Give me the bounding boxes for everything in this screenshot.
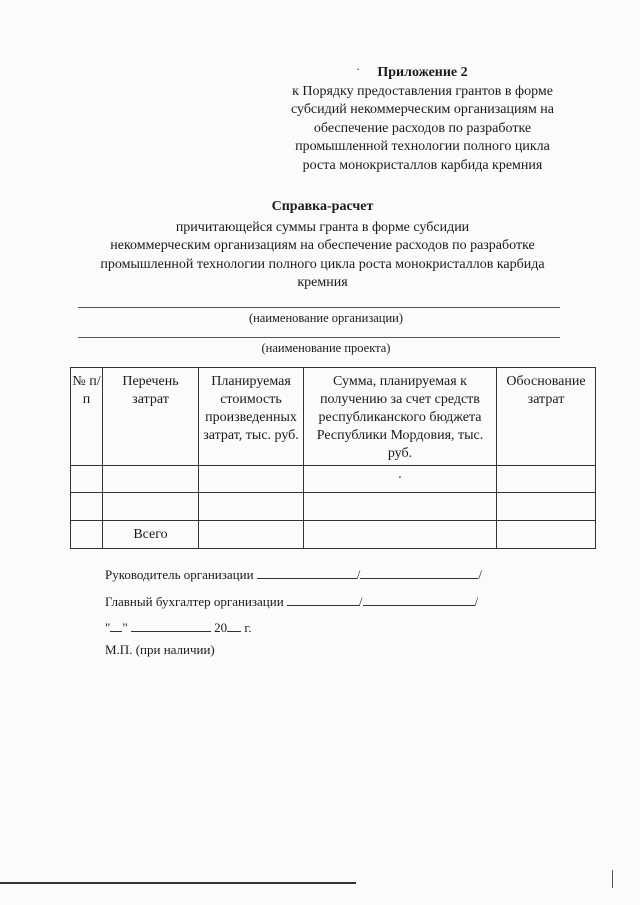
total-label-cell: Всего	[103, 521, 199, 549]
table-cell	[71, 521, 103, 549]
table-cell	[304, 521, 497, 549]
table-row	[71, 466, 596, 493]
header-cell-planned-cost: Планируемая стоимость произведенных затрат, тыс. руб.	[199, 368, 304, 466]
slash: /	[474, 594, 479, 609]
scan-mark	[612, 870, 613, 888]
accountant-signature-blank[interactable]	[287, 593, 359, 606]
table-header-row	[71, 368, 596, 466]
header-cell-number: № п/п	[71, 368, 103, 466]
certificate-title: Справка-расчет	[271, 199, 374, 214]
accountant-signature-line	[105, 593, 478, 610]
table-cell	[71, 493, 103, 521]
project-name-line	[78, 337, 560, 338]
table-row	[71, 493, 596, 521]
certificate-line: причитающейся суммы гранта в форме субсидии	[175, 219, 470, 235]
footer-rule	[0, 882, 356, 884]
table-cell	[103, 466, 199, 493]
header-cell-cost-list: Перечень затрат	[103, 368, 199, 466]
appendix-line: промышленной технологии полного цикла	[295, 139, 550, 154]
accountant-name-blank[interactable]	[363, 593, 475, 606]
organization-name-line	[78, 307, 560, 308]
certificate-block	[75, 198, 570, 293]
appendix-line: обеспечение расходов по разработке	[313, 120, 532, 136]
appendix-title: Приложение 2	[377, 65, 468, 80]
table-total-row	[71, 521, 596, 549]
stray-dot: ·	[356, 62, 360, 76]
table-cell	[199, 466, 304, 493]
organization-name-caption: (наименование организации)	[248, 311, 404, 325]
date-day-blank[interactable]	[110, 619, 122, 632]
certificate-line: промышленной технологии полного цикла роста монокристаллов карбида	[100, 256, 545, 272]
project-name-caption: (наименование проекта)	[261, 341, 391, 355]
date-year-blank[interactable]	[227, 619, 241, 632]
header-cell-budget-amount: Сумма, планируемая к получению за счет средств республиканского бюджета Республики Мордовия, тыс. руб.	[304, 368, 497, 466]
table-cell	[103, 493, 199, 521]
head-signature-blank[interactable]	[257, 566, 357, 579]
certificate-line: кремния	[297, 275, 348, 290]
accountant-signature-label: Главный бухгалтер организации	[105, 594, 284, 609]
head-signature-line	[105, 566, 482, 583]
slash: /	[356, 567, 361, 582]
date-open-quote: "	[105, 620, 111, 635]
certificate-line: некоммерческим организациям на обеспечение расходов по разработке	[110, 238, 535, 253]
date-year-suffix: г.	[244, 620, 252, 635]
appendix-block	[250, 64, 595, 175]
table-cell	[497, 466, 596, 493]
table-cell	[497, 493, 596, 521]
appendix-line: роста монокристаллов карбида кремния	[302, 157, 543, 173]
table-cell	[304, 493, 497, 521]
date-line	[105, 619, 252, 636]
stamp-note: М.П. (при наличии)	[105, 642, 215, 657]
table-cell	[71, 466, 103, 493]
date-month-blank[interactable]	[131, 619, 211, 632]
date-close-quote: "	[122, 620, 128, 635]
grant-calculation-table	[70, 367, 596, 549]
slash: /	[358, 594, 363, 609]
appendix-line: к Порядку предоставления грантов в форме	[292, 83, 553, 99]
table-cell	[199, 521, 304, 549]
header-cell-justification: Обоснование затрат	[497, 368, 596, 466]
appendix-line: субсидий некоммерческим организациям на	[290, 102, 555, 117]
head-signature-label: Руководитель организации	[105, 567, 254, 582]
date-year-prefix: 20	[214, 620, 228, 635]
slash: /	[478, 567, 483, 582]
table-cell	[199, 493, 304, 521]
head-name-blank[interactable]	[360, 566, 478, 579]
table-cell	[497, 521, 596, 549]
table-cell: ·	[304, 466, 497, 493]
